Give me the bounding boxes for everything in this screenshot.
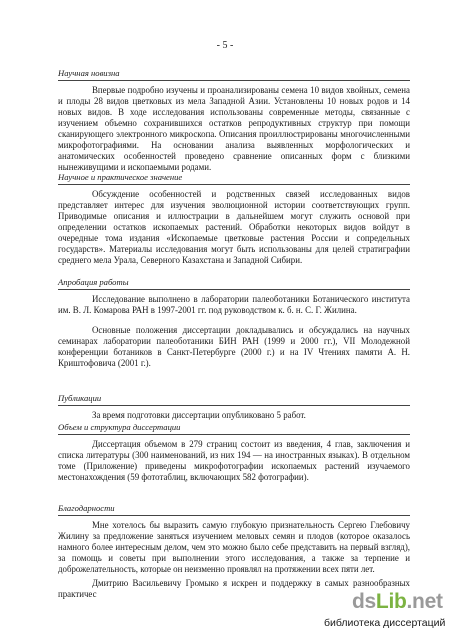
section-heading: Научное и практическое значение bbox=[58, 172, 410, 185]
section-novelty bbox=[58, 68, 410, 173]
paragraph: Обсуждение особенностей и родственных связей исследованных видов представляет интерес для изучения эволюционной истории соответствующих групп. Приводимые описания и иллюстрации в дальнейшем могут служить основой при определении остатков ископаемых растений. Обработки некоторых видов войдут в очередные тома издания «Ископаемые цветковые растения России и сопредельных государств». Материалы исследования могут быть использованы для целей стратиграфии среднего мела Урала, Северного Казахстана и Западной Сибири. bbox=[58, 189, 410, 265]
section-publications bbox=[58, 393, 410, 421]
section-acknowledgements bbox=[58, 503, 410, 600]
paragraph: Основные положения диссертации докладывались и обсуждались на научных семинарах лаборатории палеоботаники БИН РАН (1999 и 2000 гг.), VII Молодежной конференции ботаников в Санкт-Петербурге (2000 г.) и на IV Чтениях памяти А. Н. Криштофовича (2001 г.). bbox=[58, 324, 410, 368]
paragraph: Мне хотелось бы выразить самую глубокую признательность Сергею Глебовичу Жилину за предложение заняться изучением меловых семян и плодов (которое оказалось намного более интересным делом, чем это можно было себе представить на первый взгляд), за помощь и советы при выполнении этого исследования, а также за терпение и доброжелательность, которые он неизменно проявлял на протяжении всех пяти лет. bbox=[58, 520, 410, 574]
section-heading: Научная новизна bbox=[58, 68, 410, 81]
logo-text: .net bbox=[406, 590, 443, 613]
paragraph: За время подготовки диссертации опубликовано 5 работ. bbox=[92, 410, 306, 420]
paragraph: Диссертация объемом в 279 страниц состоит из введения, 4 глав, заключения и списка литературы (300 наименований, из них 194 — на иностранных языках). В отдельном томе (Приложение) приведены микрофотографии ископаемых растений изучаемого местонахождения (59 фототаблиц, включающих 582 фотографии). bbox=[58, 439, 410, 482]
section-approbation bbox=[58, 277, 410, 369]
watermark-subtitle: библиотека диссертаций bbox=[324, 617, 446, 629]
paragraph: Исследование выполнено в лаборатории палеоботаники Ботанического института им. В. Л. Комарова РАН в 1997-2001 гг. под руководством к. б. н. С. Г. Жилина. bbox=[58, 294, 410, 315]
logo-text: Lib bbox=[375, 590, 407, 613]
section-heading: Благодарности bbox=[58, 503, 410, 516]
paragraph: Дмитрию Васильевичу Громыко я искрен и поддержку в самых разнообразных практичес bbox=[58, 577, 410, 599]
section-heading: Публикации bbox=[58, 393, 410, 406]
section-structure bbox=[58, 422, 410, 483]
section-heading: Объем и структура диссертации bbox=[58, 422, 410, 435]
section-significance bbox=[58, 172, 410, 266]
watermark-logo bbox=[352, 590, 443, 614]
paragraph: Впервые подробно изучены и проанализированы семена 10 видов хвойных, семена и плоды 28 видов цветковых из мела Западной Азии. Установлены 10 новых родов и 14 новых видов. В ходе исследования использованы современные методы, связанные с изучением объемно сохранившихся остатков репродуктивных структур при помощи сканирующего электронного микроскопа. Описания проиллюстрированы многочисленными микрофотографиями. На основании анализа выявленных морфологических и анатомических особенностей проведено сравнение описанных форм с близкими нынеживущими и ископаемыми родами. bbox=[58, 85, 410, 172]
section-heading: Апробация работы bbox=[58, 277, 410, 290]
watermark bbox=[318, 590, 448, 634]
logo-text: ds bbox=[352, 590, 376, 613]
page-number: - 5 - bbox=[216, 40, 234, 51]
